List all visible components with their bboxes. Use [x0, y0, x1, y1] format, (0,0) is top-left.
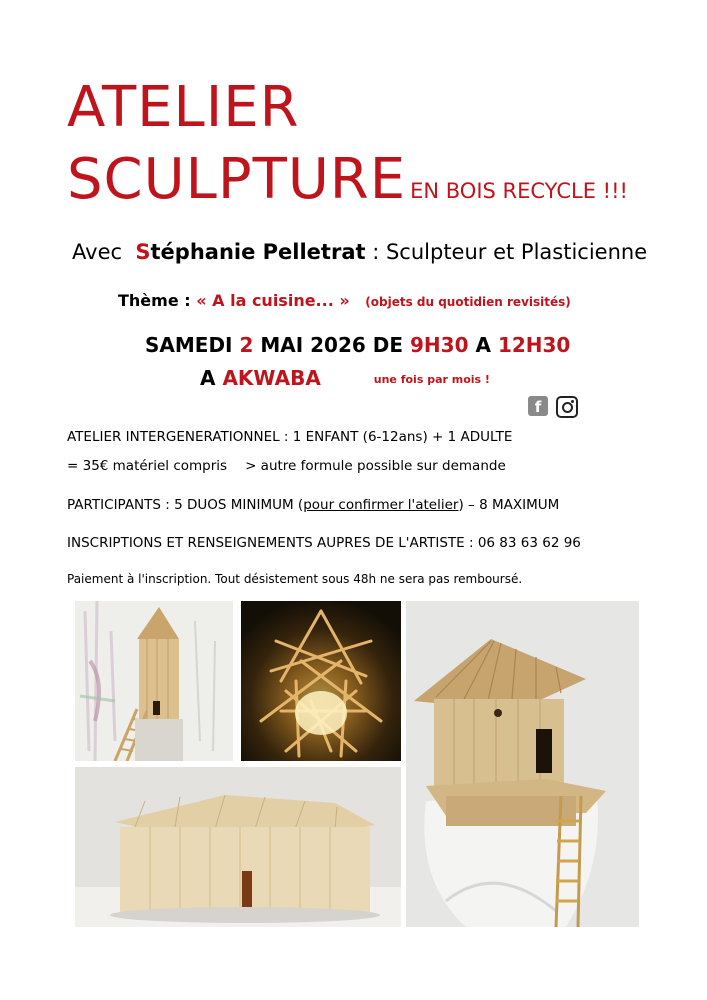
instagram-icon[interactable] — [556, 396, 578, 418]
date-day-num: 2 — [239, 333, 254, 357]
theme-note: (objets du quotidien revisités) — [365, 295, 571, 309]
host-name: téphanie Pelletrat — [150, 240, 366, 264]
date-day: SAMEDI — [145, 333, 233, 357]
time-end: 12H30 — [497, 333, 571, 357]
photo-lantern — [241, 601, 401, 761]
host-line — [72, 240, 647, 264]
title-subtitle: EN BOIS RECYCLE !!! — [410, 179, 628, 203]
participants-max: ) – 8 MAXIMUM — [458, 497, 560, 513]
date-line — [145, 333, 570, 357]
host-first-letter: S — [135, 240, 151, 264]
date-month-year: MAI 2026 DE — [260, 333, 404, 357]
info-line-2 — [67, 458, 506, 474]
time-start: 9H30 — [410, 333, 469, 357]
title-sculpture: SCULPTURE — [67, 147, 407, 212]
host-prefix: Avec — [72, 240, 123, 264]
info-line-3 — [67, 497, 559, 513]
facebook-icon[interactable]: f — [528, 396, 548, 416]
frequency-note: une fois par mois ! — [373, 373, 490, 386]
info-line-1: ATELIER INTERGENERATIONNEL : 1 ENFANT (6-12ans) + 1 ADULTE — [67, 429, 513, 445]
theme-line — [118, 291, 571, 310]
host-role: : Sculpteur et Plasticienne — [372, 240, 648, 264]
price-text: = 35€ matériel compris — [67, 458, 228, 474]
location-place: AKWABA — [222, 366, 321, 390]
photo-long-house — [75, 767, 401, 927]
social-icons — [528, 396, 578, 418]
participants-underlined: pour confirmer l'atelier — [303, 497, 459, 513]
location-line — [200, 366, 490, 390]
title-line-2 — [67, 147, 628, 221]
theme-label: Thème : — [118, 291, 191, 310]
participants-text: PARTICIPANTS : 5 DUOS MINIMUM ( — [67, 497, 304, 513]
alt-formula-text: > autre formule possible sur demande — [245, 458, 506, 474]
title-line-1: ATELIER — [67, 75, 300, 140]
photo-round-hut — [406, 601, 639, 927]
info-line-4: INSCRIPTIONS ET RENSEIGNEMENTS AUPRES DE L'ARTISTE : 06 83 63 62 96 — [67, 535, 581, 551]
photo-tower — [75, 601, 233, 761]
time-sep: A — [475, 333, 491, 357]
location-at: A — [200, 366, 216, 390]
theme-quote: « A la cuisine... » — [196, 291, 350, 310]
info-line-5: Paiement à l'inscription. Tout désistement sous 48h ne sera pas remboursé. — [67, 572, 523, 586]
